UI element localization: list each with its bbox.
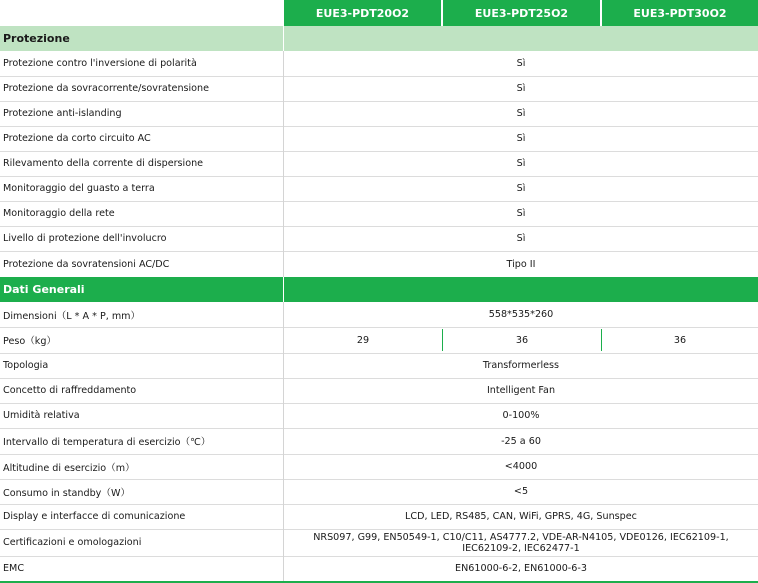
table-row [0, 479, 758, 504]
section-divider [283, 26, 284, 51]
row-value: <5 [513, 486, 529, 497]
table-row [0, 176, 758, 201]
row-label: Dimensioni（L * A * P, mm） [3, 310, 141, 322]
row-value: Sì [516, 83, 526, 94]
row-value: Sì [516, 183, 526, 194]
row-label: Rilevamento della corrente di dispersione [3, 158, 204, 169]
section-title: Dati Generali [3, 283, 85, 296]
table-row [0, 151, 758, 176]
row-value: EN61000-6-2, EN61000-6-3 [455, 563, 587, 574]
model-header-1: EUE3-PDT20O2 [284, 0, 441, 26]
table-row [0, 251, 758, 277]
row-label: Protezione contro l'inversione di polarità [3, 58, 197, 69]
table-row [0, 378, 758, 403]
row-value: 0-100% [502, 410, 540, 421]
table-row [0, 454, 758, 479]
table-row [0, 327, 758, 353]
model-header-3: EUE3-PDT30O2 [602, 0, 758, 26]
table-row [0, 504, 758, 529]
row-value-model-2: 36 [515, 334, 529, 346]
row-value: Sì [516, 108, 526, 119]
row-label: Monitoraggio della rete [3, 208, 115, 219]
row-value: Sì [516, 208, 526, 219]
section-divider [283, 277, 284, 302]
row-label: Livello di protezione dell'involucro [3, 233, 167, 244]
model-header-2: EUE3-PDT25O2 [443, 0, 600, 26]
row-label: Umidità relativa [3, 410, 80, 421]
row-label: Altitudine di esercizio（m） [3, 462, 135, 474]
row-label: Concetto di raffreddamento [3, 385, 137, 396]
row-value: <4000 [504, 461, 538, 472]
row-value: -25 a 60 [501, 435, 541, 447]
row-value: Tipo II [506, 258, 536, 270]
table-row [0, 51, 758, 76]
section-dati-generali [0, 277, 758, 302]
table-row [0, 126, 758, 151]
table-row [0, 101, 758, 126]
table-row [0, 226, 758, 251]
row-value: Intelligent Fan [486, 385, 556, 396]
row-label: EMC [3, 563, 25, 574]
table-row [0, 428, 758, 454]
row-value: Sì [516, 133, 526, 144]
table-row [0, 201, 758, 226]
table-row [0, 76, 758, 101]
row-label: Certificazioni e omologazioni [3, 537, 142, 548]
table-row [0, 529, 758, 556]
table-row [0, 556, 758, 581]
row-value: Sì [516, 158, 526, 169]
row-label: Protezione da sovracorrente/sovratensione [3, 83, 210, 94]
row-label: Peso（kg） [3, 336, 57, 347]
row-value: NRS097, G99, EN50549-1, C10/C11, AS4777.2, VDE-AR-N4105, VDE0126, IEC62109-1, IEC62109-2, IEC62477-1 [313, 531, 729, 554]
row-value: 558*535*260 [488, 309, 554, 320]
row-label: Monitoraggio del guasto a terra [3, 183, 155, 194]
table-row [0, 403, 758, 428]
table-row [0, 353, 758, 378]
section-protezione [0, 26, 758, 51]
row-value: LCD, LED, RS485, CAN, WiFi, GPRS, 4G, Sunspec [405, 511, 637, 522]
row-value: Sì [516, 58, 526, 69]
model-header-row [0, 0, 758, 26]
row-label: Display e interfacce di comunicazione [3, 511, 186, 522]
table-row [0, 302, 758, 327]
row-value: Sì [516, 233, 526, 244]
row-value-model-3: 36 [673, 334, 687, 346]
header-blank-cell [0, 0, 283, 26]
row-value: Transformerless [482, 360, 560, 371]
row-label: Protezione da sovratensioni AC/DC [3, 258, 170, 270]
row-label: Topologia [3, 360, 49, 371]
row-label: Protezione anti-islanding [3, 108, 122, 119]
row-label: Intervallo di temperatura di esercizio（℃） [3, 437, 211, 448]
row-label: Protezione da corto circuito AC [3, 133, 151, 144]
section-title: Protezione [3, 32, 70, 45]
row-label: Consumo in standby（W） [3, 487, 131, 499]
row-value-model-1: 29 [356, 334, 370, 346]
